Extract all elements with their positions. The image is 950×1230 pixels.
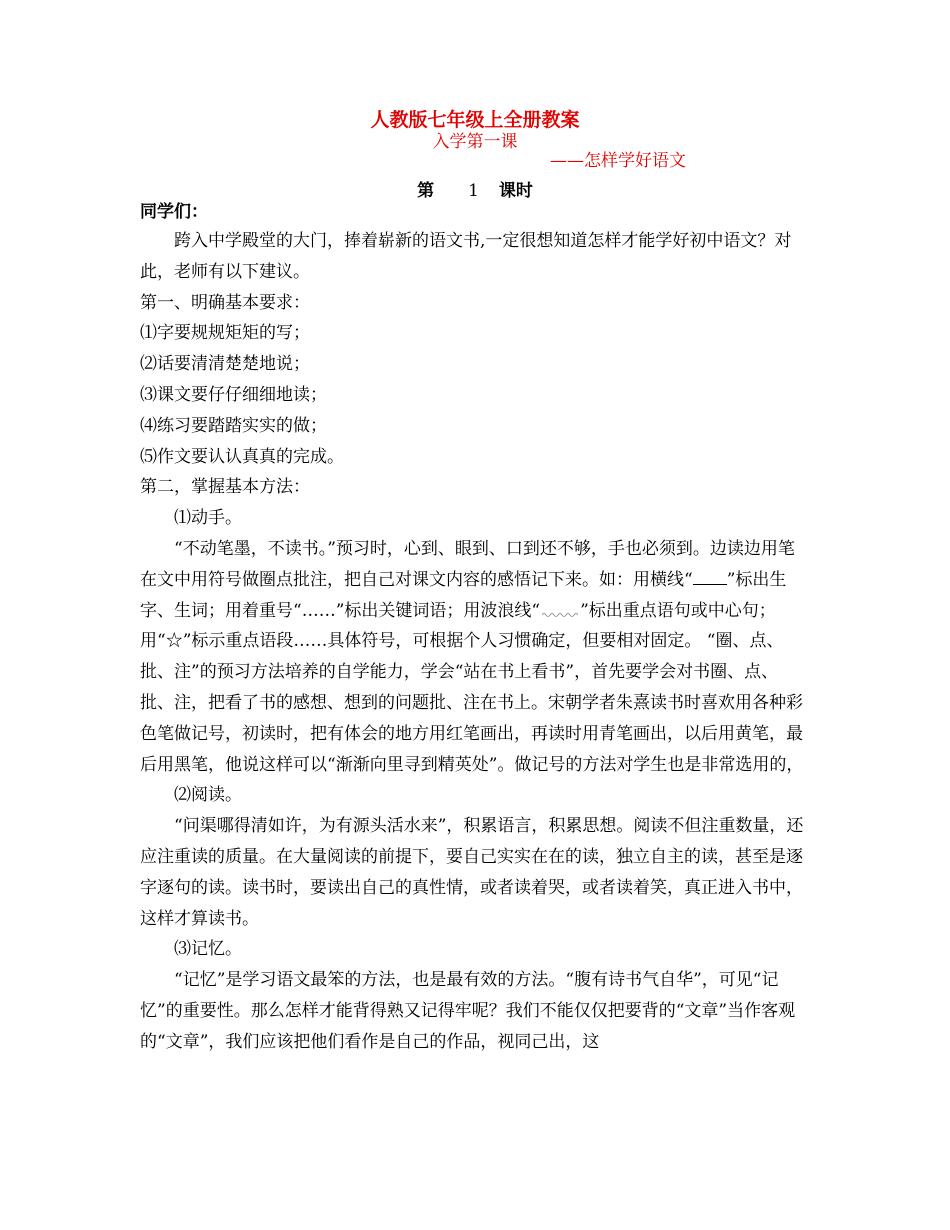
method-1-text-a: “不动笔墨，不读书。”预习时，心到、眼到、口到还不够，手也必须到。边读边用笔在文中用符号做圈点批注，把自己对课文内容的感悟记下来。如：用横线“ bbox=[140, 538, 795, 590]
lesson-heading bbox=[0, 180, 950, 202]
lesson-word-1: 第 bbox=[417, 181, 435, 201]
requirement-5: ⑸作文要认认真真的完成。 bbox=[140, 446, 344, 467]
requirement-2: ⑵话要清清楚楚地说； bbox=[140, 354, 310, 375]
method-1-text-c: ”标出重点语句或中心句；用“☆”标示重点语段……具体符号，可根据个人习惯确定，但要相对固定。 “圈、点、批、注”的预习方法培养的自学能力，学会“站在书上看书”，首先要学会对书圈、点、批、注，把看了书的感想、想到的问题批、注在书上。宋朝学者朱熹读书时喜欢用各种彩色笔做记号，初读时，把有体会的地方用红笔画出，再读时用青笔画出，以后用黄笔，最后用黑笔，他说这样可以“渐渐向里寻到精英处”。做记号的方法对学生也是非常选用的， bbox=[140, 600, 804, 775]
method-3-title: ⑶记忆。 bbox=[174, 939, 242, 960]
lesson-number: 1 bbox=[468, 181, 479, 201]
section-heading-1: 第一、明确基本要求： bbox=[140, 292, 310, 313]
document-subtitle-dash: ——怎样学好语文 bbox=[550, 151, 686, 171]
wavy-line-sample bbox=[540, 602, 580, 616]
intro-paragraph: 跨入中学殿堂的大门，捧着崭新的语文书,一定很想知道怎样才能学好初中语文？对此，老师有以下建议。 bbox=[140, 231, 792, 282]
underline-sample bbox=[693, 570, 727, 585]
document-subtitle: 入学第一课 bbox=[432, 132, 518, 152]
lesson-word-2: 课时 bbox=[498, 181, 533, 201]
requirement-3: ⑶课文要仔仔细细地读； bbox=[140, 384, 327, 405]
greeting: 同学们： bbox=[140, 202, 208, 222]
section-heading-2: 第二，掌握基本方法： bbox=[140, 477, 310, 498]
method-1-title: ⑴动手。 bbox=[174, 508, 242, 529]
requirement-4: ⑷练习要踏踏实实的做； bbox=[140, 415, 327, 436]
method-1-paragraph bbox=[140, 534, 810, 780]
document-body bbox=[140, 226, 810, 1058]
method-1-text-b: ”标出生字、生词；用着重号“……”标出关键词语；用波浪线“ bbox=[140, 569, 787, 621]
method-2-paragraph: “问渠哪得清如许，为有源头活水来”，积累语言，积累思想。阅读不但注重数量，还应注重读的质量。在大量阅读的前提下，要自己实实在在的读，独立自主的读，甚至是逐字逐句的读。读书时，要读出自己的真性情，或者读着哭，或者读着笑，真正进入书中，这样才算读书。 bbox=[140, 816, 804, 929]
method-3-paragraph: “记忆”是学习语文最笨的方法，也是最有效的方法。“腹有诗书气自华”，可见“记忆”的重要性。那么怎样才能背得熟又记得牢呢？我们不能仅仅把要背的“文章”当作客观的“文章”，我们应该把他们看作是自己的作品，视同己出，这 bbox=[140, 970, 796, 1052]
method-2-title: ⑵阅读。 bbox=[174, 785, 242, 806]
requirement-1: ⑴字要规规矩矩的写； bbox=[140, 323, 310, 344]
document-title: 人教版七年级上全册教案 bbox=[370, 109, 580, 131]
